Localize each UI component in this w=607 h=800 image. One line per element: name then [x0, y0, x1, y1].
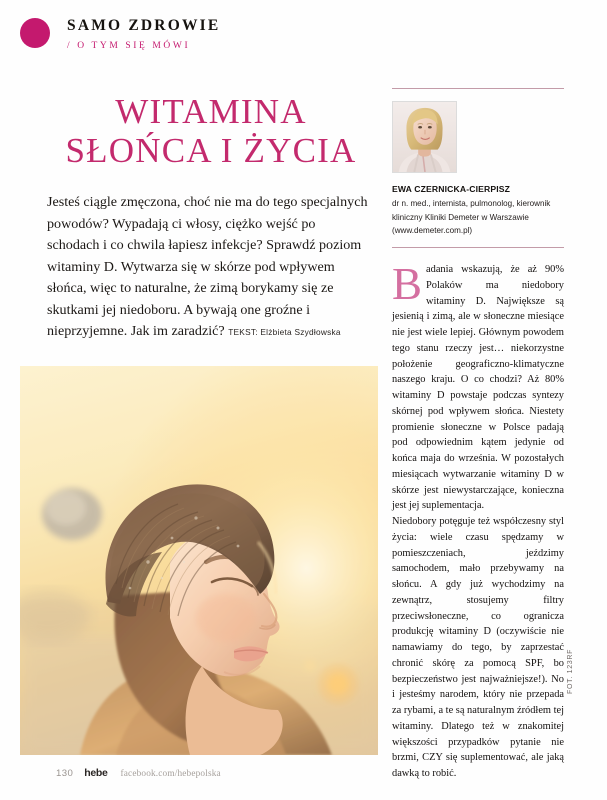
subsection-title: / O TYM SIĘ MÓWI: [67, 40, 191, 51]
section-kicker: [20, 16, 220, 51]
photo-credit: FOT. 123RF: [567, 648, 574, 694]
lead-paragraph: [47, 192, 369, 343]
body-paragraph-1: Badania wskazują, że aż 90% Polaków ma niedobory witaminy D. Największe są jesienią i zimą, ale w słoneczne miesiące nie jest wiele lepiej. Głównym powodem tego stanu rzeczy jest… niekorzystne położenie geograficzno-klimatyczne naszego kraju. O co chodzi? Aż 80% witaminy D powstaje podczas syntezy skórnej pod wpływem słońca. Niestety promienie słoneczne w Polsce padają pod odpowiednim kątem jedynie od końca maja do września. W pozostałych miesiącach wytwarzanie witaminy D w skórze jest niewystarczające, konieczna jest jej suplementacja.: [392, 259, 564, 512]
body-paragraph-2: Niedobory potęguje też współczesny styl życia: wiele czasu spędzamy w pomieszczeniach, jeździmy samochodem, mało przebywamy na słońcu. A gdy już wychodzimy na zewnątrz, stosujemy filtry przeciwsłoneczne, co ogranicza produkcję witaminy D (oczywiście nie namawiamy do tego, by zaprzestać chronić skórę za pomocą SPF, bo bezpieczeństwo jest najważniejsze!). No i jesteśmy narodem, który nie przepada za rybami, a te są naturalnym źródłem tej witaminy. Dlatego też w znakomitej większości przypadków pytanie nie brzmi, CZY się suplementować, ale jaką dawką to robić.: [392, 516, 564, 779]
section-title: SAMO ZDROWIE: [67, 17, 221, 34]
expert-name: EWA CZERNICKA-CIERPISZ: [392, 184, 511, 194]
hero-photo: [20, 366, 378, 755]
lead-body-text: Jesteś ciągle zmęczona, choć nie ma do tego specjalnych powodów? Wypadają ci włosy, ciężko wejść po schodach i co chwila łapiesz infekcje? Sprawdź poziom witaminy D. Wytwarza się w skórze pod wpływem słońca, więc to naturalne, że zimą borykamy się ze skutkami jej niedoboru. A bywają one groźne i nieprzyjemne. Jak im zaradzić?: [47, 194, 368, 340]
hebe-logo: hebe: [84, 767, 108, 779]
headline-line-2: SŁOŃCA I ŻYCIA: [65, 131, 357, 171]
expert-rule-bottom: [392, 247, 564, 248]
article-body-column: [392, 259, 564, 782]
page-footer: [56, 767, 221, 779]
expert-portrait: [392, 101, 457, 173]
lead-byline: TEKST: Elżbieta Szydłowska: [228, 327, 341, 338]
facebook-link[interactable]: facebook.com/hebepolska: [120, 769, 221, 779]
kicker-dot-icon: [20, 18, 50, 48]
expert-rule-top: [392, 88, 564, 89]
kicker-text-block: [67, 16, 220, 51]
expert-description: dr n. med., internista, pulmonolog, kierownik kliniczny Kliniki Demeter w Warszawie (www.demeter.com.pl): [392, 199, 551, 236]
page-number: 130: [56, 768, 74, 779]
article-lead: [47, 192, 369, 343]
headline-line-1: WITAMINA: [115, 92, 307, 131]
expert-box: [392, 88, 564, 248]
article-headline: [36, 92, 386, 170]
